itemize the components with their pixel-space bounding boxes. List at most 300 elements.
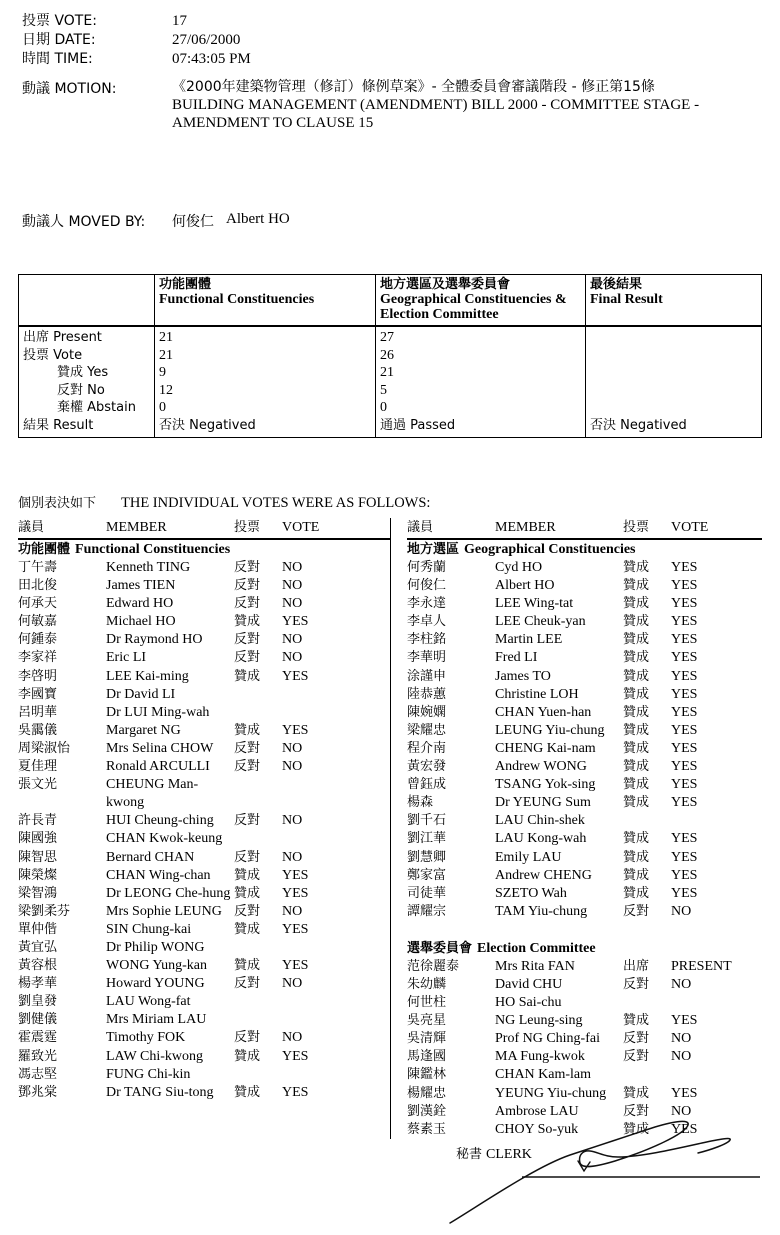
member-name-english: SIN Chung-kai: [106, 921, 192, 937]
member-vote-english: YES: [282, 1084, 309, 1100]
member-vote-row: [407, 885, 762, 903]
summary-header-final: [586, 275, 762, 327]
summary-row-labels: [19, 326, 155, 438]
member-name-english: Bernard CHAN: [106, 849, 195, 865]
member-vote-english: NO: [671, 1049, 692, 1065]
member-vote-chinese: 贊成: [623, 704, 650, 720]
member-name-chinese: 吳亮星: [407, 1013, 447, 1029]
member-vote-english: YES: [671, 632, 698, 648]
member-name-english: Andrew CHENG: [495, 867, 592, 883]
left-column-header: [18, 518, 390, 540]
member-name-chinese: 蔡素玉: [407, 1121, 447, 1137]
member-name-english: LAU Chin-shek: [495, 813, 585, 829]
member-vote-english: YES: [671, 596, 698, 612]
summary-functional-vote: 21: [159, 347, 173, 363]
member-name-chinese: 何秀蘭: [407, 560, 447, 575]
summary-values-functional: [155, 326, 376, 438]
member-vote-row: [18, 885, 390, 903]
member-vote-chinese: 贊成: [623, 849, 650, 865]
member-vote-english: [282, 1011, 390, 1029]
member-name-chinese: 鄧兆棠: [18, 1084, 58, 1100]
member-name-chinese: 陳婉嫻: [407, 704, 447, 720]
member-vote-row: [407, 1085, 762, 1103]
member-name-english: Fred LI: [495, 650, 538, 666]
member-vote-chinese: 出席: [623, 958, 650, 974]
member-vote-chinese: 贊成: [623, 614, 650, 630]
member-name-chinese: 李華明: [407, 650, 447, 666]
member-vote-english: NO: [282, 740, 303, 756]
section-header-geographical: [407, 540, 762, 559]
member-name-chinese: 何敏嘉: [18, 614, 58, 630]
member-vote-english: NO: [282, 650, 303, 666]
member-vote-english: [282, 704, 390, 722]
member-vote-chinese: [234, 686, 282, 704]
left-header-vote-zh: 投票: [234, 520, 261, 535]
member-name-chinese: 黃容根: [18, 958, 58, 974]
member-vote-chinese: [234, 1066, 282, 1084]
member-vote-row: [18, 975, 390, 993]
member-vote-english: [282, 1066, 390, 1084]
member-vote-chinese: 反對: [623, 1103, 650, 1119]
moved-by-name-english: Albert HO: [226, 211, 290, 227]
member-name-english: CHAN Kwok-keung: [106, 831, 223, 847]
member-vote-chinese: 贊成: [623, 867, 650, 883]
member-vote-english: YES: [671, 650, 698, 666]
member-name-chinese: 霍震霆: [18, 1030, 58, 1046]
member-name-chinese: 劉江華: [407, 831, 447, 847]
member-vote-chinese: 贊成: [234, 722, 261, 738]
member-vote-chinese: 反對: [234, 596, 261, 612]
member-name-english: TSANG Yok-sing: [495, 777, 596, 793]
member-vote-chinese: 反對: [234, 578, 261, 594]
member-vote-row: [407, 686, 762, 704]
summary-header-geographical: [376, 275, 586, 327]
member-name-english: TAM Yiu-chung: [495, 903, 588, 919]
member-vote-chinese: 贊成: [623, 831, 650, 847]
member-name-chinese: 楊孝華: [18, 976, 58, 992]
member-vote-english: YES: [671, 777, 698, 793]
member-name-english: YEUNG Yiu-chung: [495, 1085, 607, 1101]
summary-functional-result: 否決 Negatived: [159, 417, 256, 433]
member-name-chinese: 羅致光: [18, 1048, 58, 1064]
member-name-chinese: 周梁淑怡: [18, 740, 71, 756]
member-name-english: Dr Raymond HO: [106, 632, 203, 648]
clerk-signature: [440, 1105, 770, 1230]
vote-time-row: [22, 50, 762, 69]
clerk-label: [456, 1143, 532, 1163]
member-name-english: Edward HO: [106, 596, 174, 612]
member-name-english: LAW Chi-kwong: [106, 1048, 204, 1064]
summary-geographical-present: 27: [380, 330, 394, 345]
member-vote-chinese: 反對: [623, 1031, 650, 1047]
member-name-chinese: 何鍾泰: [18, 632, 58, 648]
motion-text: [172, 78, 767, 132]
member-name-english: Dr Philip WONG: [106, 939, 205, 955]
member-name-english: Ronald ARCULLI: [106, 759, 210, 775]
summary-values-geographical: [376, 326, 586, 438]
member-name-english: LEE Kai-ming: [106, 668, 189, 684]
member-vote-row: [18, 921, 390, 939]
summary-final-result: 否決 Negatived: [590, 417, 687, 433]
member-vote-row: [407, 631, 762, 649]
member-vote-chinese: 反對: [234, 650, 261, 666]
member-vote-chinese: 贊成: [234, 921, 261, 937]
member-vote-row: [18, 668, 390, 686]
summary-geographical-result: 通過 Passed: [380, 417, 456, 433]
member-vote-chinese: [234, 939, 282, 957]
section-header-geographical-en: Geographical Constituencies: [464, 542, 636, 557]
section-header-ec-en: Election Committee: [477, 940, 596, 956]
member-name-chinese: 程介南: [407, 740, 447, 756]
member-vote-chinese: [234, 830, 282, 848]
member-name-chinese: 陳榮燦: [18, 867, 58, 883]
member-name-chinese: 呂明華: [18, 704, 58, 720]
summary-final-vote: [590, 347, 757, 365]
member-name-chinese: 陳鑑林: [407, 1067, 447, 1083]
summary-header-final-zh: 最後結果: [590, 277, 643, 292]
summary-label-vote: 投票 Vote: [23, 347, 83, 363]
member-name-chinese: 涂謹申: [407, 668, 447, 684]
summary-header-functional: [155, 275, 376, 327]
summary-geographical-vote: 26: [380, 347, 394, 363]
member-vote-chinese: [234, 704, 282, 722]
member-name-chinese: 單仲偕: [18, 921, 58, 937]
member-name-chinese: 李卓人: [407, 614, 447, 630]
moved-by-name-chinese: 何俊仁: [172, 214, 214, 230]
member-name-english: Andrew WONG: [495, 759, 587, 775]
member-vote-chinese: 贊成: [623, 596, 650, 612]
member-vote-row: [407, 776, 762, 794]
member-vote-english: NO: [282, 578, 303, 594]
summary-header-geographical-zh: 地方選區及選舉委員會: [380, 277, 511, 292]
member-name-english: David CHU: [495, 976, 563, 992]
member-vote-english: YES: [671, 1013, 698, 1029]
member-vote-chinese: 贊成: [623, 759, 650, 775]
member-vote-english: [282, 993, 390, 1011]
member-name-english: Emily LAU: [495, 849, 562, 865]
vote-number-value: 17: [172, 13, 187, 29]
member-name-chinese: 李啓明: [18, 668, 58, 684]
summary-label-no: 反對 No: [57, 382, 105, 398]
member-name-english: Kenneth TING: [106, 560, 191, 575]
member-vote-english: YES: [671, 759, 698, 775]
member-name-chinese: 梁智鴻: [18, 885, 58, 901]
member-vote-chinese: [623, 994, 671, 1012]
member-vote-row: [407, 613, 762, 631]
member-vote-row: [18, 613, 390, 631]
member-vote-chinese: 贊成: [234, 1084, 261, 1100]
functional-member-list: [18, 559, 390, 1102]
member-vote-row: [407, 649, 762, 667]
member-vote-english: [282, 776, 390, 812]
member-vote-chinese: 贊成: [623, 578, 650, 594]
vote-time-label: 時間 TIME:: [22, 51, 93, 67]
member-vote-english: YES: [282, 958, 309, 974]
summary-functional-yes: 9: [159, 365, 166, 380]
member-vote-english: [282, 830, 390, 848]
member-vote-chinese: [234, 1011, 282, 1029]
member-name-english: LEE Wing-tat: [495, 596, 574, 612]
member-name-chinese: 馮志堅: [18, 1066, 58, 1082]
member-vote-row: [18, 957, 390, 975]
member-vote-english: YES: [282, 921, 309, 937]
member-vote-chinese: 贊成: [623, 722, 650, 738]
member-vote-english: YES: [282, 1048, 309, 1064]
member-vote-row: [407, 994, 762, 1012]
member-vote-row: [407, 976, 762, 994]
vote-date-label: 日期 DATE:: [22, 32, 96, 48]
functional-constituencies-column: [18, 518, 390, 1139]
member-name-chinese: 朱幼麟: [407, 976, 447, 992]
member-vote-row: [18, 1048, 390, 1066]
summary-geographical-abstain: 0: [380, 400, 387, 415]
member-name-chinese: 何世柱: [407, 995, 447, 1011]
member-vote-row: [18, 776, 390, 812]
member-vote-chinese: [623, 812, 671, 830]
member-name-chinese: 劉漢銓: [407, 1103, 447, 1119]
motion-label: 動議 MOTION:: [22, 81, 117, 97]
member-vote-row: [407, 722, 762, 740]
member-vote-english: YES: [671, 740, 698, 756]
member-vote-english: YES: [671, 560, 698, 575]
member-vote-chinese: 贊成: [234, 614, 261, 630]
member-vote-row: [18, 740, 390, 758]
member-name-english: SZETO Wah: [495, 885, 567, 901]
member-vote-chinese: 反對: [234, 849, 261, 865]
member-vote-english: YES: [282, 722, 309, 738]
moved-by-label: 動議人 MOVED BY:: [22, 214, 146, 230]
member-vote-english: YES: [671, 614, 698, 630]
member-name-chinese: 田北俊: [18, 578, 58, 594]
member-name-english: Dr David LI: [106, 686, 176, 702]
member-vote-row: [407, 794, 762, 812]
member-name-english: James TIEN: [106, 578, 176, 594]
member-name-english: Dr LEONG Che-hung: [106, 885, 231, 901]
member-vote-english: YES: [671, 831, 698, 847]
member-name-chinese: 劉千石: [407, 813, 447, 829]
summary-functional-present: 21: [159, 330, 173, 345]
member-vote-english: YES: [282, 668, 309, 684]
member-vote-english: YES: [282, 885, 309, 901]
member-vote-english: NO: [282, 1030, 303, 1046]
right-header-member-en: MEMBER: [495, 520, 556, 535]
member-name-english: Michael HO: [106, 614, 176, 630]
summary-header-row: [19, 275, 762, 327]
member-vote-row: [18, 849, 390, 867]
member-name-english: Dr LUI Ming-wah: [106, 704, 210, 720]
geographical-constituencies-column: [390, 518, 762, 1139]
member-vote-row: [18, 595, 390, 613]
member-name-english: CHEUNG Man-kwong: [106, 777, 199, 811]
member-name-english: WONG Yung-kan: [106, 958, 207, 974]
member-vote-row: [407, 559, 762, 577]
member-vote-chinese: 反對: [234, 740, 261, 756]
member-name-english: CHOY So-yuk: [495, 1121, 579, 1137]
member-name-chinese: 劉皇發: [18, 994, 58, 1010]
member-name-english: CHAN Wing-chan: [106, 867, 211, 883]
member-name-chinese: 梁劉柔芬: [18, 903, 71, 919]
member-vote-chinese: 反對: [234, 903, 261, 919]
member-name-english: Margaret NG: [106, 722, 181, 738]
summary-geographical-no: 5: [380, 382, 387, 398]
member-name-english: Mrs Sophie LEUNG: [106, 903, 222, 919]
member-name-english: Mrs Selina CHOW: [106, 740, 214, 756]
right-header-vote-zh: 投票: [623, 520, 650, 535]
member-name-english: CHAN Yuen-han: [495, 704, 592, 720]
member-vote-chinese: 反對: [234, 1030, 261, 1046]
member-vote-chinese: 贊成: [234, 867, 261, 883]
member-vote-english: NO: [282, 759, 303, 775]
individual-votes-title-en: THE INDIVIDUAL VOTES WERE AS FOLLOWS:: [121, 495, 431, 511]
member-vote-row: [407, 1012, 762, 1030]
member-name-english: Dr TANG Siu-tong: [106, 1084, 214, 1100]
member-vote-chinese: 贊成: [623, 668, 650, 684]
member-name-chinese: 譚耀宗: [407, 903, 447, 919]
member-vote-english: NO: [282, 596, 303, 612]
member-name-chinese: 黃宏發: [407, 759, 447, 775]
member-name-chinese: 鄭家富: [407, 867, 447, 883]
member-name-chinese: 曾鈺成: [407, 777, 447, 793]
summary-label-abstain: 棄權 Abstain: [57, 400, 136, 415]
member-vote-english: NO: [282, 560, 303, 575]
member-name-chinese: 李國寶: [18, 686, 58, 702]
vote-date-value: 27/06/2000: [172, 32, 241, 48]
member-vote-row: [18, 1084, 390, 1102]
member-name-english: James TO: [495, 668, 551, 684]
member-vote-english: NO: [282, 813, 303, 829]
member-vote-english: [671, 1066, 762, 1084]
member-vote-english: YES: [671, 1085, 698, 1101]
member-name-english: MA Fung-kwok: [495, 1049, 585, 1065]
member-vote-english: NO: [671, 903, 692, 919]
member-name-chinese: 陳國強: [18, 831, 58, 847]
member-vote-row: [407, 595, 762, 613]
member-name-chinese: 梁耀忠: [407, 722, 447, 738]
summary-values-final: [586, 326, 762, 438]
moved-by-block: [22, 211, 762, 231]
member-vote-english: NO: [282, 632, 303, 648]
member-vote-row: [18, 758, 390, 776]
summary-geographical-yes: 21: [380, 365, 394, 380]
summary-label-present: 出席 Present: [23, 330, 102, 345]
member-vote-chinese: 反對: [234, 759, 261, 775]
summary-final-yes: [590, 364, 757, 382]
member-vote-english: YES: [671, 795, 698, 811]
member-vote-row: [407, 867, 762, 885]
member-vote-row: [18, 631, 390, 649]
member-vote-chinese: 贊成: [234, 1048, 261, 1064]
motion-block: [22, 78, 767, 132]
member-name-chinese: 司徒華: [407, 885, 447, 901]
section-header-geographical-zh: 地方選區: [407, 542, 460, 557]
member-vote-chinese: 贊成: [234, 668, 261, 684]
member-name-english: Eric LI: [106, 650, 147, 666]
member-vote-chinese: 反對: [234, 813, 261, 829]
left-header-member-en: MEMBER: [106, 520, 167, 535]
member-vote-row: [18, 903, 390, 921]
summary-final-abstain: [590, 399, 757, 417]
member-name-english: CHENG Kai-nam: [495, 740, 596, 756]
member-vote-english: YES: [671, 885, 698, 901]
summary-functional-no: 12: [159, 382, 173, 398]
left-header-vote-en: VOTE: [282, 520, 320, 535]
member-vote-chinese: 反對: [234, 976, 261, 992]
member-vote-english: [671, 994, 762, 1012]
member-vote-row: [407, 577, 762, 595]
member-name-english: Dr YEUNG Sum: [495, 795, 591, 811]
member-vote-row: [18, 812, 390, 830]
member-vote-row: [18, 577, 390, 595]
member-vote-english: NO: [282, 849, 303, 865]
member-name-english: Prof NG Ching-fai: [495, 1031, 600, 1047]
summary-final-no: [590, 382, 757, 400]
member-vote-row: [407, 1066, 762, 1084]
member-vote-row: [407, 849, 762, 867]
member-name-chinese: 許長青: [18, 813, 58, 829]
member-vote-row: [407, 758, 762, 776]
member-name-chinese: 陳智思: [18, 849, 58, 865]
member-name-english: FUNG Chi-kin: [106, 1066, 191, 1082]
member-vote-chinese: [623, 1066, 671, 1084]
member-name-chinese: 楊森: [407, 795, 434, 811]
vote-number-row: [22, 12, 762, 31]
member-vote-row: [407, 668, 762, 686]
section-header-ec-zh: 選舉委員會: [407, 940, 473, 956]
summary-header-functional-zh: 功能團體: [159, 277, 212, 292]
member-vote-english: YES: [671, 722, 698, 738]
member-vote-chinese: [234, 776, 282, 812]
member-vote-english: YES: [671, 668, 698, 684]
member-name-chinese: 夏佳理: [18, 759, 58, 775]
member-vote-row: [407, 958, 762, 976]
motion-text-english-line1: BUILDING MANAGEMENT (AMENDMENT) BILL 2000 - COMMITTEE STAGE -: [172, 97, 700, 113]
section-header-functional: [18, 540, 390, 559]
member-vote-english: YES: [671, 1121, 698, 1137]
right-header-vote-en: VOTE: [671, 520, 709, 535]
member-vote-english: [282, 686, 390, 704]
geographical-member-list: [407, 559, 762, 921]
section-header-functional-zh: 功能團體: [18, 542, 71, 557]
member-name-english: HO Sai-chu: [495, 995, 562, 1011]
member-name-chinese: 李柱銘: [407, 632, 447, 648]
summary-header-geographical-en: Geographical Constituencies & Election Committee: [380, 292, 567, 322]
member-vote-english: [282, 939, 390, 957]
member-vote-english: NO: [671, 976, 692, 992]
member-name-chinese: 楊耀忠: [407, 1085, 447, 1101]
member-vote-row: [18, 939, 390, 957]
member-vote-row: [407, 1048, 762, 1066]
member-vote-chinese: 贊成: [623, 777, 650, 793]
member-name-english: LAU Kong-wah: [495, 831, 587, 847]
member-vote-english: PRESENT: [671, 958, 732, 974]
member-vote-chinese: 贊成: [623, 560, 650, 575]
member-vote-english: YES: [282, 614, 309, 630]
vote-date-row: [22, 31, 762, 50]
member-vote-english: [671, 812, 762, 830]
member-vote-row: [407, 1030, 762, 1048]
member-vote-row: [18, 559, 390, 577]
member-vote-chinese: 反對: [623, 976, 650, 992]
summary-final-present: [590, 329, 757, 347]
member-vote-chinese: 贊成: [623, 1121, 650, 1137]
member-vote-row: [407, 903, 762, 921]
summary-functional-abstain: 0: [159, 400, 166, 415]
member-vote-english: YES: [282, 867, 309, 883]
member-vote-english: YES: [671, 686, 698, 702]
member-name-english: Timothy FOK: [106, 1030, 186, 1046]
member-vote-row: [18, 1029, 390, 1047]
member-vote-english: YES: [671, 704, 698, 720]
